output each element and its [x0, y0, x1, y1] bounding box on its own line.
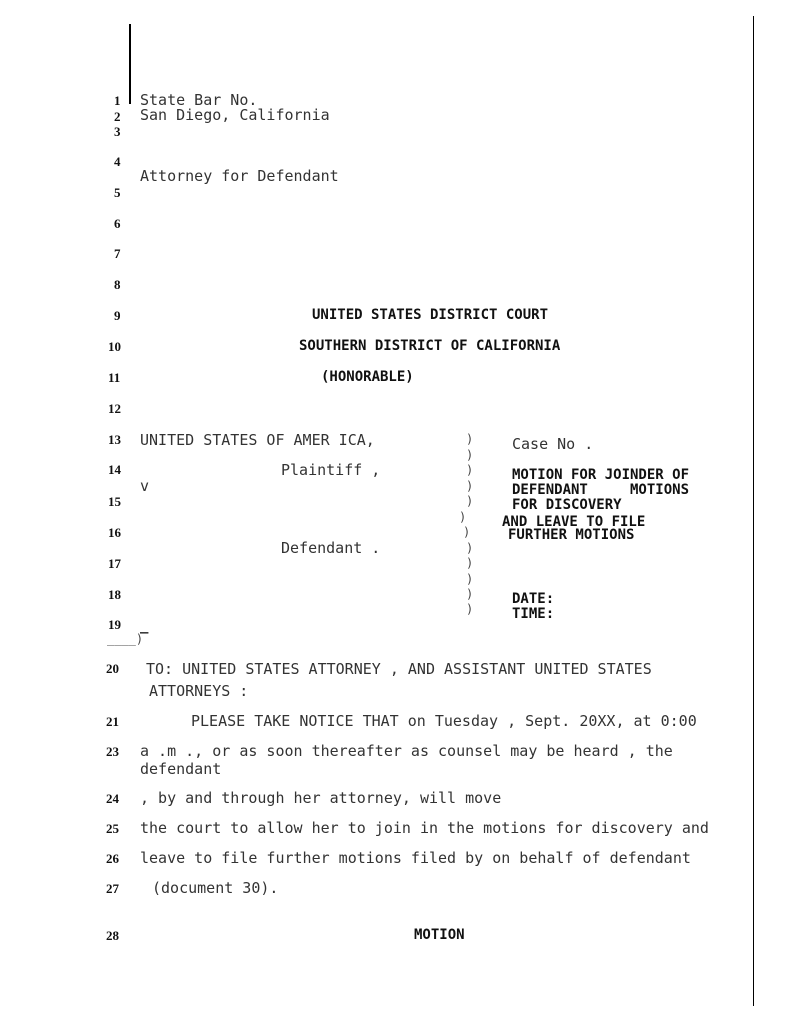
paren: ) — [466, 587, 474, 601]
line-number: 20 — [106, 661, 119, 676]
motion-title-line: DEFENDANT MOTIONS — [512, 482, 690, 498]
line-number: 23 — [106, 744, 119, 759]
court-name: UNITED STATES DISTRICT COURT — [312, 307, 549, 323]
right-margin-rule — [753, 16, 754, 1006]
paren: ) — [466, 541, 474, 555]
line-number: 21 — [106, 714, 119, 729]
paren: ) — [466, 556, 474, 570]
paren: ) — [466, 494, 474, 508]
line-number: 12 — [108, 401, 121, 416]
line-number: 1 — [114, 93, 121, 108]
line-number: 28 — [106, 928, 119, 943]
line-number: 11 — [108, 370, 121, 385]
paren: ) — [466, 479, 474, 493]
paren: ) — [466, 448, 474, 462]
hearing-time-label: TIME: — [512, 606, 555, 622]
line-number: 8 — [114, 277, 121, 292]
body-line-27: (document 30). — [152, 879, 279, 897]
case-number: Case No . — [512, 435, 594, 453]
caption-bottom-rule: ____) — [107, 632, 144, 646]
left-margin-rule — [129, 24, 131, 104]
plaintiff-label: Plaintiff , — [281, 461, 381, 479]
line-number: 4 — [114, 154, 121, 169]
line-number: 16 — [108, 525, 121, 540]
document-footer-title: MOTION — [414, 927, 465, 943]
motion-title-line: FOR DISCOVERY — [512, 497, 622, 513]
line-number: 6 — [114, 216, 121, 231]
line-number: 3 — [114, 124, 121, 139]
plaintiff-name: UNITED STATES OF AMER ICA, — [140, 431, 375, 449]
state-bar-number: State Bar No. — [140, 91, 258, 109]
body-line-25: the court to allow her to join in the motions for discovery and — [140, 819, 709, 837]
caption-underscore: _ — [140, 618, 149, 634]
notice-line: PLEASE TAKE NOTICE THAT on Tuesday , Sept. 20XX, at 0:00 — [191, 712, 697, 730]
body-line-23-continued: defendant — [140, 760, 222, 778]
line-number: 18 — [108, 587, 121, 602]
line-number: 15 — [108, 494, 121, 509]
line-number: 14 — [108, 462, 121, 477]
line-number: 17 — [108, 556, 121, 571]
attorney-for: Attorney for Defendant — [140, 167, 339, 185]
motion-title-line: FURTHER MOTIONS — [508, 527, 635, 543]
paren: ) — [463, 525, 471, 539]
body-line-23: a .m ., or as soon thereafter as counsel may be heard , the — [140, 742, 673, 760]
line-number: 19 — [108, 617, 121, 632]
line-number: 5 — [114, 185, 121, 200]
line-number: 9 — [114, 308, 121, 323]
attorney-city: San Diego, California — [140, 106, 330, 124]
court-judge: (HONORABLE) — [321, 369, 414, 385]
paren: ) — [466, 602, 474, 616]
paren: ) — [466, 463, 474, 477]
line-number: 10 — [108, 339, 121, 354]
to-line-continued: ATTORNEYS : — [149, 682, 249, 700]
court-district: SOUTHERN DISTRICT OF CALIFORNIA — [299, 338, 561, 354]
paren: ) — [466, 432, 474, 446]
line-number: 25 — [106, 821, 119, 836]
line-number: 7 — [114, 246, 121, 261]
motion-title-line: MOTION FOR JOINDER OF — [512, 467, 690, 483]
body-line-26: leave to file further motions filed by on behalf of defendant — [140, 849, 691, 867]
versus: v — [140, 477, 150, 495]
paren: ) — [459, 510, 467, 524]
to-line: TO: UNITED STATES ATTORNEY , AND ASSISTANT UNITED STATES — [146, 660, 652, 678]
motion-title-line: AND LEAVE TO FILE — [502, 514, 646, 530]
paren: ) — [466, 572, 474, 586]
defendant-label: Defendant . — [281, 539, 381, 557]
line-number: 26 — [106, 851, 119, 866]
hearing-date-label: DATE: — [512, 591, 555, 607]
line-number: 13 — [108, 432, 121, 447]
body-line-24: , by and through her attorney, will move — [140, 789, 502, 807]
line-number: 2 — [114, 109, 121, 124]
line-number: 27 — [106, 881, 119, 896]
line-number: 24 — [106, 791, 119, 806]
